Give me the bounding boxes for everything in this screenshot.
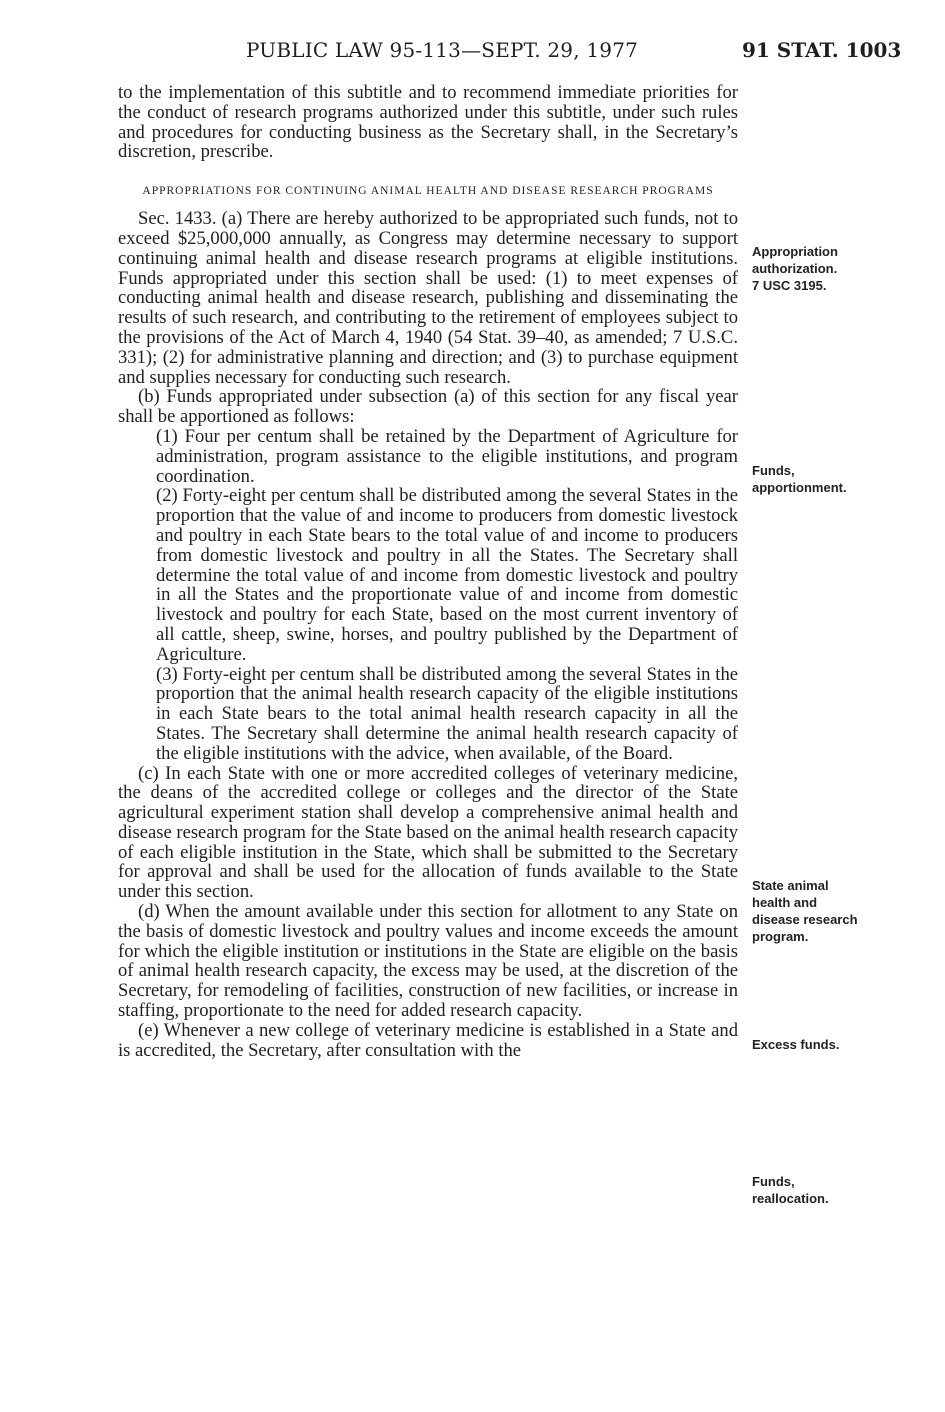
margin-line: Funds, xyxy=(752,463,795,478)
margin-note-excess-funds xyxy=(752,1036,927,1053)
margin-line: health and xyxy=(752,895,818,910)
margin-note-state-program xyxy=(752,877,927,945)
margin-line: 7 USC 3195. xyxy=(752,278,827,293)
margin-line: State animal xyxy=(752,878,829,893)
margin-line: Appropriation xyxy=(752,244,838,259)
margin-line: reallocation. xyxy=(752,1191,829,1206)
margin-line: apportionment. xyxy=(752,480,847,495)
section-heading: APPROPRIATIONS FOR CONTINUING ANIMAL HEALTH AND DISEASE RESEARCH PROGRAMS xyxy=(142,185,714,198)
main-text-column xyxy=(118,83,738,1060)
margin-line: Excess funds. xyxy=(752,1037,840,1052)
statute-reference: 91 STAT. 1003 xyxy=(742,38,902,62)
section-1433-b-3: (3) Forty-eight per centum shall be distributed among the several States in the proportion that the animal health research capacity of the eligible institutions in each State bears to the total animal health research capacity in all the States. The Secretary shall determine the animal health research capacity of the eligible institutions with the advice, when available, of the Board. xyxy=(156,663,738,764)
running-head: PUBLIC LAW 95-113—SEPT. 29, 1977 xyxy=(246,38,639,62)
section-1433-a: Sec. 1433. (a) There are hereby authorized to be appropriated such funds, not to exceed $25,000,000 annually, as Congress may determine necessary to support continuing animal health and disease research programs at eligible institutions. Funds appropriated under this section shall be used: (1) to meet expenses of conducting animal health and disease research, publishing and disseminating the results of such research, and contributing to the retirement of employees subject to the provisions of the Act of March 4, 1940 (54 Stat. 39–40, as amended; 7 U.S.C. 331); (2) for administrative planning and direction; and (3) to purchase equipment and supplies necessary for conducting such research. xyxy=(118,208,738,388)
intro-paragraph: to the implementation of this subtitle and to recommend immediate priorities for the conduct of research programs authorized under this subtitle, under such rules and procedures for conducting business as the Secretary shall, in the Secretary’s discretion, prescribe. xyxy=(118,82,738,163)
margin-note-funds-apportionment xyxy=(752,462,927,496)
section-1433-b-2: (2) Forty-eight per centum shall be distributed among the several States in the proportion that the value of and income to producers from domestic livestock and poultry in each State bears to the total value of and income to producers from domestic livestock and poultry in all the States. The Secretary shall determine the total value of and income from domestic livestock and poultry in all the States and the proportionate value of and income from domestic livestock and poultry for each State, based on the most current inventory of all cattle, sheep, swine, horses, and poultry published by the Department of Agriculture. xyxy=(156,485,738,665)
section-1433-e: (e) Whenever a new college of veterinary medicine is established in a State and is accredited, the Secretary, after consultation with the xyxy=(118,1019,738,1061)
section-1433-d: (d) When the amount available under this section for allotment to any State on the basis of domestic livestock and poultry values and income exceeds the amount for which the eligible institution or institutions in the State are eligible on the basis of animal health research capacity, the excess may be used, at the discretion of the Secretary, for remodeling of facilities, construction of new facilities, or increase in staffing, proportionate to the need for added research capacity. xyxy=(118,901,738,1022)
margin-note-appropriation xyxy=(752,243,927,294)
section-1433-b-1: (1) Four per centum shall be retained by the Department of Agriculture for administration, program assistance to the eligible institutions, and program coordination. xyxy=(156,425,738,487)
section-1433-b: (b) Funds appropriated under subsection (a) of this section for any fiscal year shall be apportioned as follows: xyxy=(118,386,738,428)
margin-line: disease research xyxy=(752,912,858,927)
margin-line: program. xyxy=(752,929,809,944)
margin-line: authorization. xyxy=(752,261,838,276)
section-1433-c: (c) In each State with one or more accredited colleges of veterinary medicine, the deans of the accredited college or colleges and the director of the State agricultural experiment station shall develop a comprehensive animal health and disease research program for the State based on the animal health research capacity of each eligible institution in the State, which shall be submitted to the Secretary for approval and shall be used for the allocation of funds available to the State under this section. xyxy=(118,762,738,903)
margin-line: Funds, xyxy=(752,1174,795,1189)
margin-note-funds-reallocation xyxy=(752,1173,927,1207)
